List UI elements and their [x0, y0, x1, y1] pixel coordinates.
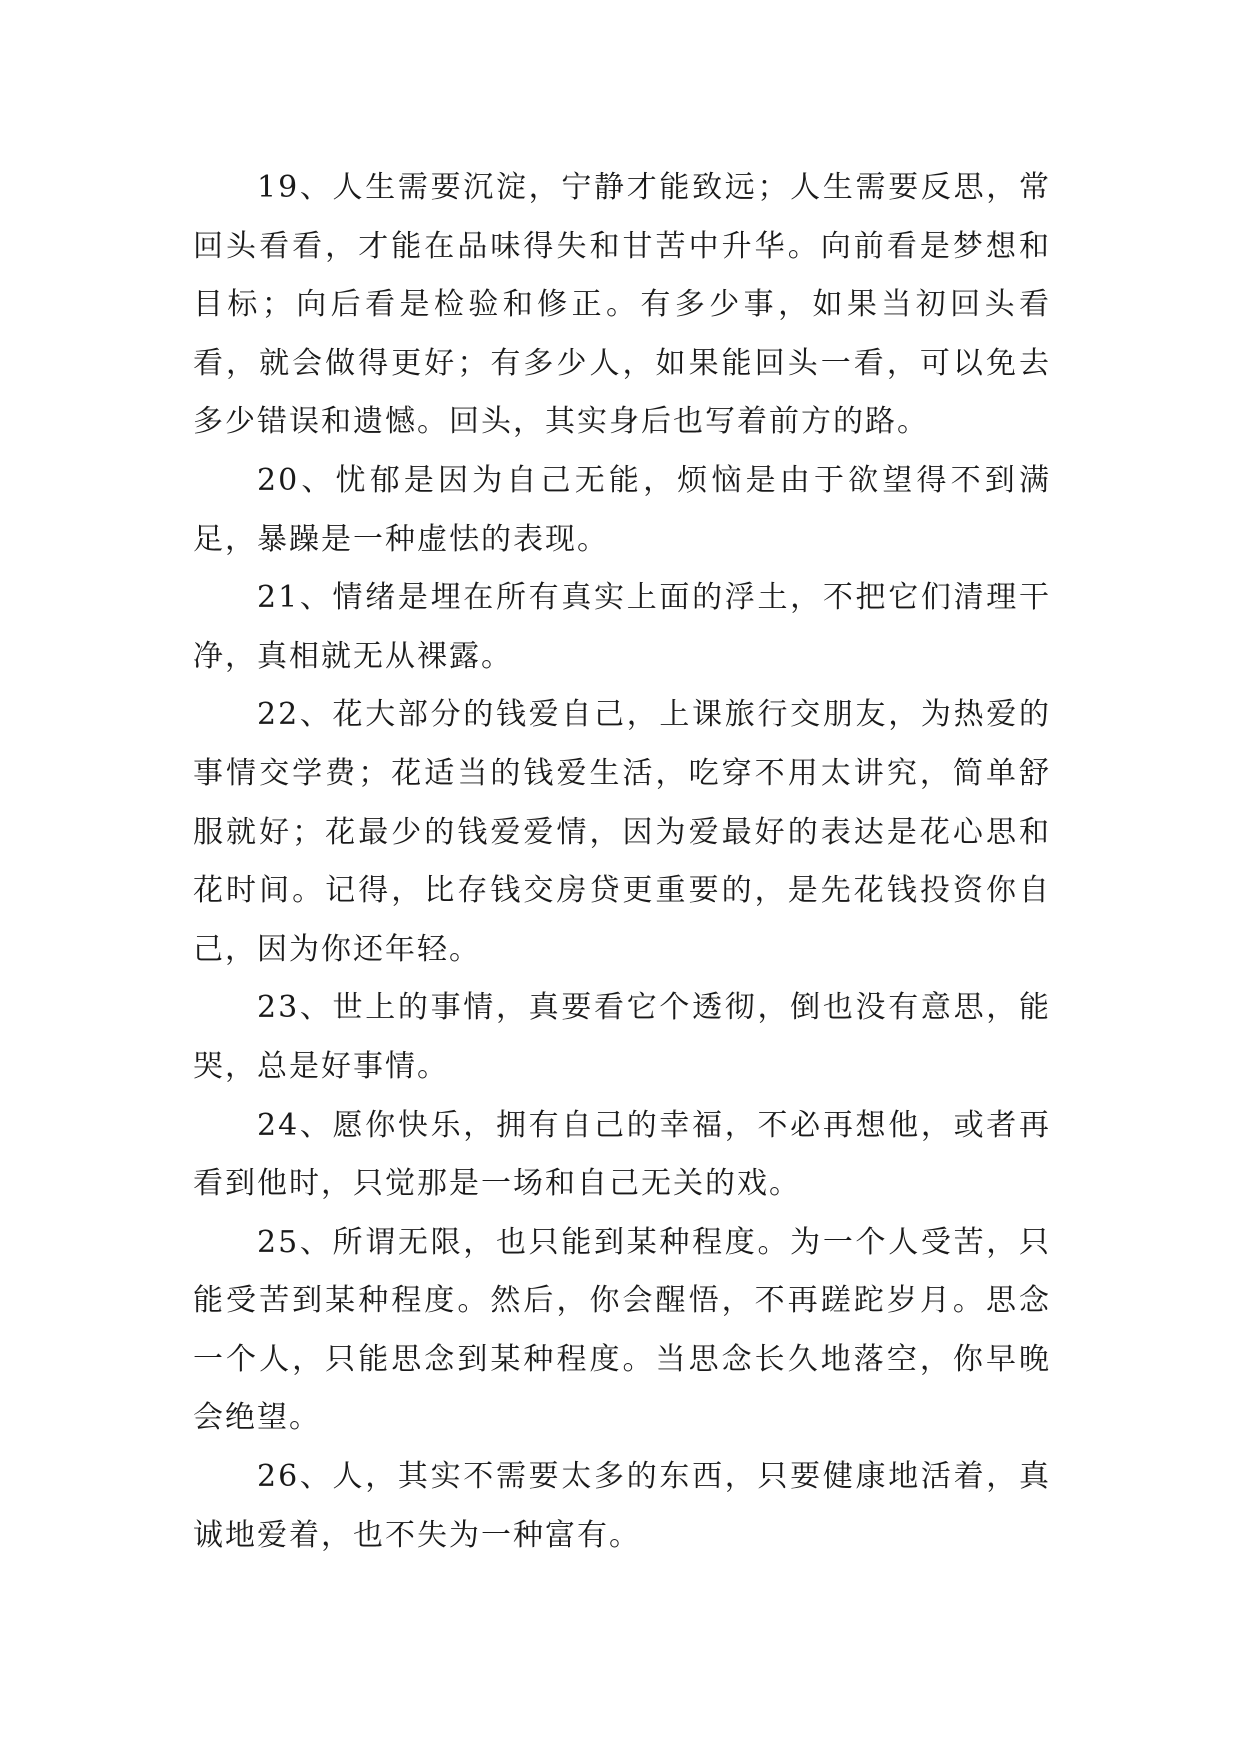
paragraph-23: 23、世上的事情，真要看它个透彻，倒也没有意思，能哭，总是好事情。 [193, 990, 1051, 1084]
paragraph-24: 24、愿你快乐，拥有自己的幸福，不必再想他，或者再看到他时，只觉那是一场和自己无关的戏。 [193, 1107, 1051, 1202]
paragraph-25: 25、所谓无限，也只能到某种程度。为一个人受苦，只能受苦到某种程度。然后，你会醒悟，不再蹉跎岁月。思念一个人，只能思念到某种程度。当思念长久地落空，你早晚会绝望。 [193, 1224, 1051, 1436]
paragraph-20: 20、忧郁是因为自己无能，烦恼是由于欲望得不到满足，暴躁是一种虚怯的表现。 [193, 462, 1051, 557]
document-body [193, 159, 1051, 1565]
paragraph-19: 19、人生需要沉淀，宁静才能致远；人生需要反思，常回头看看，才能在品味得失和甘苦中升华。向前看是梦想和目标；向后看是检验和修正。有多少事，如果当初回头看看，就会做得更好；有多少人，如果能回头一看，可以免去多少错误和遗憾。回头，其实身后也写着前方的路。 [193, 170, 1051, 440]
paragraph-22: 22、花大部分的钱爱自己，上课旅行交朋友，为热爱的事情交学费；花适当的钱爱生活，吃穿不用太讲究，简单舒服就好；花最少的钱爱爱情，因为爱最好的表达是花心思和花时间。记得，比存钱交房贷更重要的，是先花钱投资你自己，因为你还年轻。 [193, 697, 1051, 967]
paragraph-26: 26、人，其实不需要太多的东西，只要健康地活着，真诚地爱着，也不失为一种富有。 [193, 1459, 1051, 1553]
paragraph-21: 21、情绪是埋在所有真实上面的浮土，不把它们清理干净，真相就无从裸露。 [193, 580, 1051, 674]
